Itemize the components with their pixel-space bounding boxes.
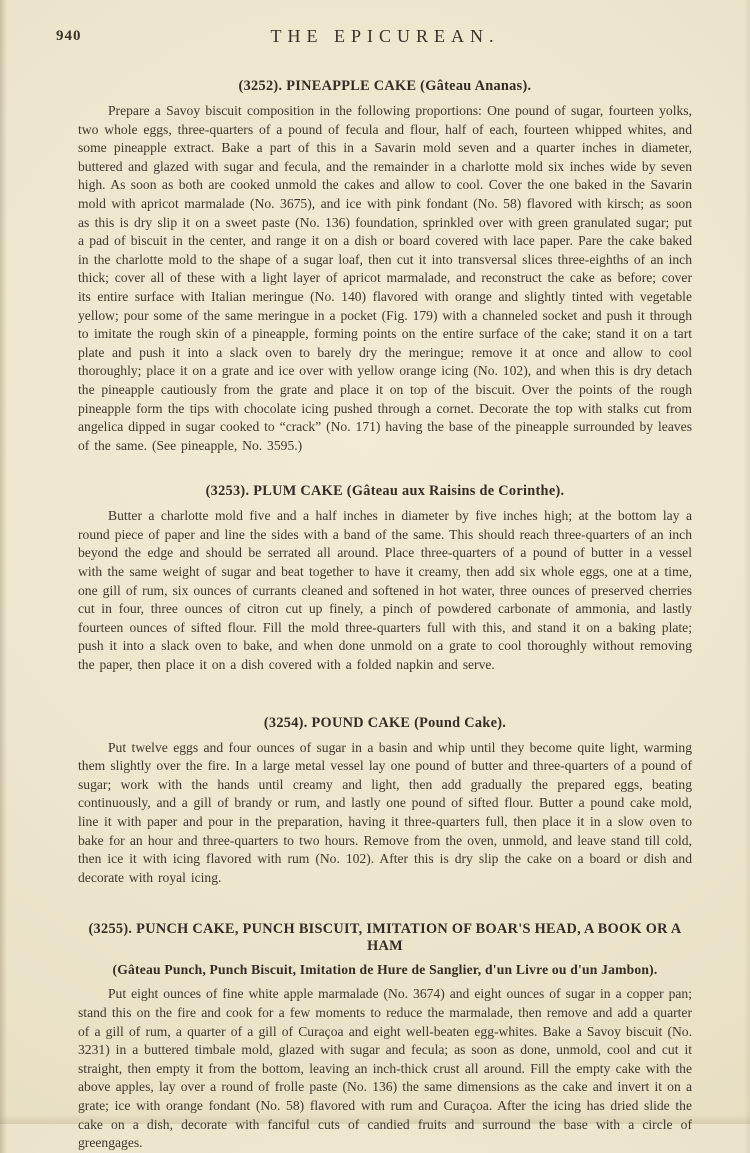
recipe-heading-punch-cake: (3255). PUNCH CAKE, PUNCH BISCUIT, IMITATION OF BOAR'S HEAD, A BOOK OR A HAM [88, 921, 682, 955]
running-head [56, 26, 692, 48]
recipe-body-pineapple-cake: Prepare a Savoy biscuit composition in the following proportions: One pound of sugar, fourteen yolks, two whole eggs, three-quarters of a pound of fecula and flour, half of each, fourteen whipped whites, and some pineapple extract. Bake a part of this in a Savarin mold seven and a quarter inches in diameter, buttered and glazed with sugar and fecula, and the remainder in a charlotte mold six inches wide by seven high. As soon as both are cooked unmold the cakes and allow to cool. Cover the one baked in the Savarin mold with apricot marmalade (No. 3675), and ice with pink fondant (No. 58) flavored with kirsch; as soon as this is dry slip it on a sweet paste (No. 136) foundation, sprinkled over with green granulated sugar; put a pad of biscuit in the center, and range it on a dish or board covered with lace paper. Pare the cake baked in the charlotte mold to the shape of a sugar loaf, then cut it into transversal slices three-eighths of an inch thick; cover all of these with a light layer of apricot marmalade, and reconstruct the cake as before; cover its entire surface with Italian meringue (No. 140) flavored with orange and slightly tinted with vegetable yellow; pour some of the same meringue in a pocket (Fig. 179) with a channeled socket and push it through to imitate the rough skin of a pineapple, forming points on the entire surface of the cake; stand it on a tart plate and push it into a slack oven to barely dry the meringue; remove it at once and allow to cool thoroughly; place it on a grate and ice over with yellow orange icing (No. 102), and when this is dry detach the pineapple cautiously from the grate and place it on top of the biscuit. Over the points of the rough pineapple form the tips with chocolate icing pushed through a cornet. Decorate the top with stalks cut from angelica dipped in sugar cooked to “crack” (No. 171) having the base of the pineapple surrounded by leaves of the same. (See pineapple, No. 3595.) [78, 103, 692, 453]
recipe-body-pound-cake: Put twelve eggs and four ounces of sugar in a basin and whip until they become quite light, warming them slightly over the fire. In a large metal vessel lay one pound of butter and three-quarters of a pound of sugar; work with the hands until creamy and light, then add gradually the prepared eggs, beating continuously, and a gill of brandy or rum, and lastly one pound of sifted flour. Butter a pound cake mold, line it with paper and pour in the preparation, having it three-quarters full, then place it in a slow oven to bake for an hour and three-quarters to two hours. Remove from the oven, unmold, and leave stand till cold, then ice it with icing flavored with rum (No. 102). After this is dry slip the cake on a board or dish and decorate with royal icing. [78, 739, 692, 885]
recipe-pound-cake [78, 715, 692, 888]
recipe-body-punch-cake: Put eight ounces of fine white apple marmalade (No. 3674) and eight ounces of sugar in a copper pan; stand this on the fire and cook for a few moments to reduce the marmalade, then remove and add a quarter of a gill of rum, a quarter of a gill of Curaçoa and eight well-beaten egg-whites. Bake a Savoy biscuit (No. 3231) in a buttered timbale mold, glazed with sugar and fecula; as soon as done, unmold, cool and cut it straight, then empty it from the bottom, leaving an inch-thick crust all around. Fill the empty cake with the above apples, lay over a round of frolle paste (No. 136) the same dimensions as the cake and invert it on a grate; ice with orange fondant (No. 58) flavored with rum and Curaçoa. After the icing has dried slide the cake on a dish, decorate with fanciful cuts of candied fruits and surround the base with a circle of greengages. [78, 986, 692, 1151]
recipe-body-plum-cake: Butter a charlotte mold five and a half inches in diameter by five inches high; at the bottom lay a round piece of paper and line the sides with a band of the same. This should reach three-quarters of an inch beyond the edge and should be serrated all around. Place three-quarters of a pound of butter in a vessel with the same weight of sugar and beat together to have it creamy, then add six whole eggs, one at a time, one gill of rum, six ounces of currants cleaned and softened in hot water, three ounces of preserved cherries cut in four, three ounces of citron cut up finely, a pinch of powdered carbonate of ammonia, and lastly fourteen ounces of sifted flour. Fill the mold three-quarters full with this, and stand it on a baking plate; push it into a slack oven to bake, and when done unmold on a grate to cool thoroughly without removing the paper, then place it on a dish covered with a folded napkin and serve. [78, 508, 692, 673]
recipe-punch-cake [78, 921, 692, 1152]
recipe-plum-cake [78, 483, 692, 674]
recipe-heading-pound-cake: (3254). POUND CAKE (Pound Cake). [263, 714, 507, 731]
running-title: THE EPICUREAN. [270, 26, 500, 46]
recipe-heading-plum-cake: (3253). PLUM CAKE (Gâteau aux Raisins de Corinthe). [205, 483, 565, 500]
recipe-heading-pineapple-cake: (3252). PINEAPPLE CAKE (Gâteau Ananas). [238, 78, 532, 94]
recipe-subheading-punch-cake: (Gâteau Punch, Punch Biscuit, Imitation de Hure de Sanglier, d'un Livre ou d'un Jambon). [112, 962, 658, 978]
recipe-pineapple-cake [78, 78, 692, 455]
page-number: 940 [56, 28, 82, 44]
